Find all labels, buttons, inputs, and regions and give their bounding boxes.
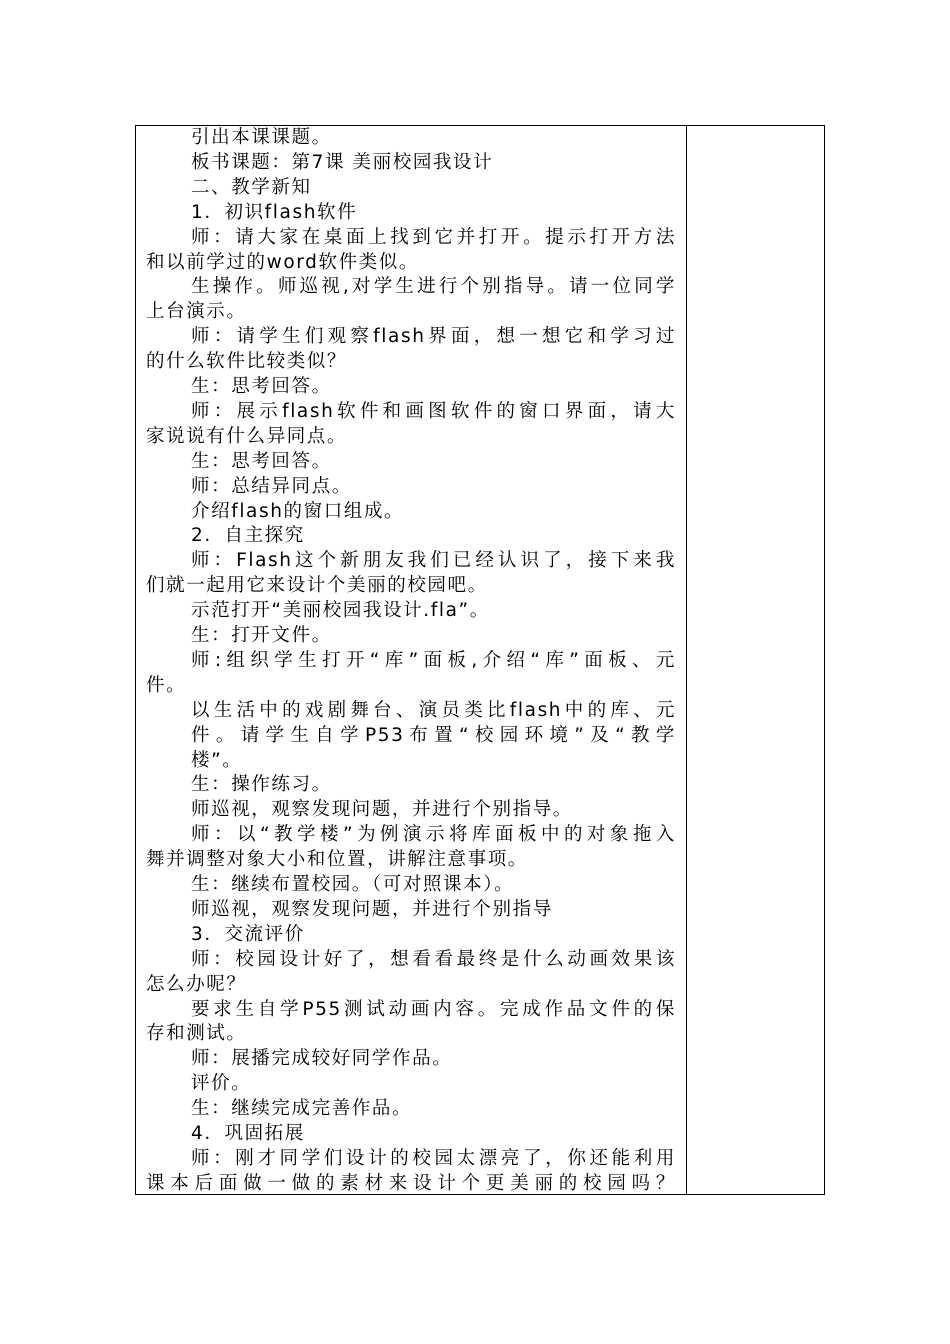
text-line: 1．初识flash软件 xyxy=(191,201,358,223)
text-line: 3．交流评价 xyxy=(191,923,305,945)
text-line: 生：继续布置校园。（可对照课本）。 xyxy=(191,874,515,895)
text-line: 楼”。 xyxy=(191,749,243,771)
text-line: 二、教学新知 xyxy=(191,176,312,198)
text-line: 家说说有什么异同点。 xyxy=(146,425,348,447)
text-line: 生操作。师巡视,对学生进行个别指导。请一位同学 xyxy=(191,276,676,298)
text-line: 要求生自学P55测试动画内容。完成作品文件的保 xyxy=(191,998,676,1020)
text-line: 师巡视，观察发现问题，并进行个别指导 xyxy=(191,898,553,920)
text-line: 师：刚才同学们设计的校园太漂亮了，你还能利用 xyxy=(191,1147,676,1169)
text-line: 师：Flash这个新朋友我们已经认识了，接下来我 xyxy=(191,550,676,572)
text-line: 生：打开文件。 xyxy=(191,625,332,646)
text-line: 生：操作练习。 xyxy=(191,774,332,796)
text-line: 和以前学过的word软件类似。 xyxy=(146,251,419,273)
text-line: 示范打开“美丽校园我设计.fla”。 xyxy=(191,600,490,622)
lesson-content-cell xyxy=(146,126,676,1194)
text-line: 引出本课课题。 xyxy=(191,127,332,148)
text-line: 师巡视，观察发现问题，并进行个别指导。 xyxy=(191,799,573,821)
text-line: 师：以“教学楼”为例演示将库面板中的对象拖入 xyxy=(191,824,676,846)
text-line: 4．巩固拓展 xyxy=(191,1123,305,1144)
text-line: 上台演示。 xyxy=(146,301,247,323)
text-line: 以生活中的戏剧舞台、演员类比flash中的库、元 xyxy=(191,699,676,721)
text-line: 师：展播完成较好同学作品。 xyxy=(191,1048,453,1070)
notes-cell xyxy=(687,126,824,1194)
text-line: 的什么软件比较类似？ xyxy=(146,351,348,373)
lesson-plan-table xyxy=(135,125,825,1195)
text-line: 件。 xyxy=(146,674,187,696)
text-line: 生：继续完成完善作品。 xyxy=(191,1098,413,1120)
text-line: 生：思考回答。 xyxy=(191,376,332,397)
text-line: 件。请学生自学P53布置“校园环境”及“教学 xyxy=(191,724,676,746)
text-line: 评价。 xyxy=(191,1073,252,1095)
text-line: 怎么办呢？ xyxy=(146,973,247,995)
text-line: 存和测试。 xyxy=(146,1023,247,1045)
text-line: 介绍flash的窗口组成。 xyxy=(191,500,405,522)
text-line: 生：思考回答。 xyxy=(191,450,332,472)
text-line: 舞并调整对象大小和位置，讲解注意事项。 xyxy=(146,849,528,871)
text-line: 2．自主探究 xyxy=(191,525,305,547)
text-line: 们就一起用它来设计个美丽的校园吧。 xyxy=(146,575,488,597)
text-line: 师：总结异同点。 xyxy=(191,475,352,497)
text-line: 师:组织学生打开“库”面板,介绍“库”面板、元 xyxy=(191,649,676,671)
text-line: 师：展示flash软件和画图软件的窗口界面，请大 xyxy=(191,400,676,422)
text-line: 师：请学生们观察flash界面，想一想它和学习过 xyxy=(191,326,676,348)
text-line: 师：请大家在桌面上找到它并打开。提示打开方法 xyxy=(191,226,676,248)
text-line: 课本后面做一做的素材来设计个更美丽的校园吗？ xyxy=(146,1172,676,1194)
text-line: 板书课题：第7课 美丽校园我设计 xyxy=(191,151,494,173)
text-line: 师：校园设计好了，想看看最终是什么动画效果该 xyxy=(191,948,676,970)
